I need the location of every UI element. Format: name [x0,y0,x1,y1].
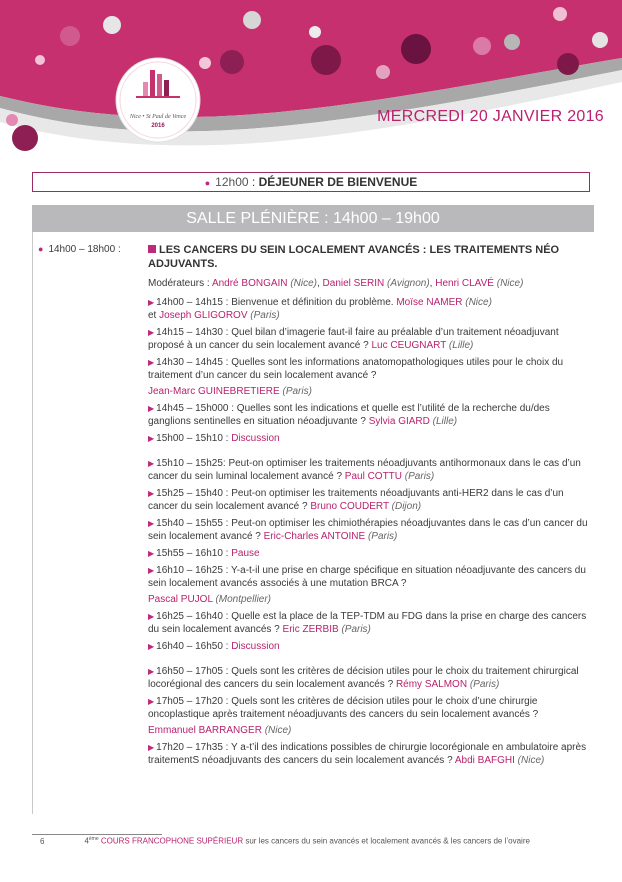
arrow-icon: ▶ [148,298,155,307]
program-item [148,564,590,606]
session-row [38,243,590,767]
speaker-name: Bruno COUDERT [310,501,389,512]
item-time: 16h40 – 16h50 : [156,641,229,652]
item-time: 15h55 – 16h10 : [156,548,229,559]
item-text: 14h30 – 14h45 : Quelles sont les informations anatomopathologiques utiles pour le choix du traitement d’un cancer du sein localement avancé ? [148,357,564,381]
speaker-name: Jean-Marc GUINEBRETIERE [148,386,280,397]
moderator-name: André BONGAIN [211,278,288,289]
speaker-name: Joseph GLIGOROV [159,310,248,321]
footer-highlight: COURS FRANCOPHONE SUPÉRIEUR [100,836,244,846]
item-text: 17h20 – 17h35 : Y a-t’il des indications possibles de chirurgie locorégionale en ambulatoire après traitementS néoadjuvants des cancers du sein localement avancés ? [148,742,587,766]
arrow-icon: ▶ [148,642,155,651]
program-item [148,547,590,560]
session-title [148,243,590,271]
speaker-city: (Paris) [469,679,500,690]
arrow-icon: ▶ [148,459,155,468]
program-item [148,517,590,543]
program-content [38,243,590,767]
speaker-line [148,385,590,398]
salle-banner: SALLE PLÉNIÈRE : 14h00 – 19h00 [32,205,594,232]
item-discussion: Discussion [231,433,280,444]
speaker-city: (Paris) [250,310,280,321]
program-item [148,640,590,653]
session-time: 14h00 – 18h00 : [48,244,121,255]
speaker-name: Pascal PUJOL [148,594,213,605]
footer [40,836,600,846]
footer-rule [32,834,162,835]
arrow-icon: ▶ [148,519,155,528]
speaker-name: Eric ZERBIB [282,624,339,635]
arrow-icon: ▶ [148,358,155,367]
speaker-city: (Nice) [465,297,492,308]
item-text: 14h00 – 14h15 : Bienvenue et définition du problème. [156,297,394,308]
program-item [148,487,590,513]
speaker-city: (Nice) [264,725,292,736]
arrow-icon: ▶ [148,667,155,676]
page-number: 6 [40,836,45,846]
program-items [148,296,590,767]
arrow-icon: ▶ [148,549,155,558]
item-text: 16h50 – 17h05 : Quels sont les critères de décision utiles pour le choix du traitement chirurgical locorégional des cancers du sein localement avancés ? [148,666,579,690]
item-text: 16h10 – 16h25 : Y-a-t-il une prise en charge spécifique en situation néoadjuvante des cancers du sein localement avancés associés à une mutation BRCA ? [148,565,586,589]
logo-text: Nice • St Paul de Vence [129,114,187,120]
item-time: 15h00 – 15h10 : [156,433,229,444]
speaker-line [148,724,590,737]
arrow-icon: ▶ [148,743,155,752]
program-item [148,402,590,428]
moderator-name: Daniel SERIN [322,278,385,289]
footer-sup: ème [88,836,99,842]
speaker-city: (Paris) [341,624,371,635]
item-text: 15h40 – 15h55 : Peut-on optimiser les chimiothérapies néoadjuvantes dans le cas d’un cancer du sein localement avancé ? [148,518,588,542]
speaker-city: (Paris) [367,531,398,542]
speaker-name: Sylvia GIARD [368,416,430,427]
program-item [148,326,590,352]
arrow-icon: ▶ [148,566,155,575]
program-item [148,457,590,483]
arrow-icon: ▶ [148,612,155,621]
program-item [148,610,590,636]
arrow-icon: ▶ [148,434,155,443]
moderators: Modérateurs : André BONGAIN (Nice), Daniel SERIN (Avignon), Henri CLAVÉ (Nice) [148,278,524,289]
item-text: 16h25 – 16h40 : Quelle est la place de la TEP-TDM au FDG dans la prise en charge des cancers du sein localement avancés ? [148,611,587,635]
moderators-label: Modérateurs : [148,278,210,289]
left-divider [32,232,33,814]
speaker-line [148,593,590,606]
speaker-name: Paul COTTU [344,471,403,482]
date-heading: MERCREDI 20 JANVIER 2016 [377,108,604,125]
item-extra: et [148,310,157,321]
moderator-city: (Nice) [290,278,317,289]
session-time-col [38,243,148,767]
item-text: 15h25 – 15h40 : Peut-on optimiser les traitements néoadjuvants anti-HER2 dans le cas d’un cancer du sein localement avancé ? [148,488,564,512]
lunch-banner: ● 12h00 : DÉJEUNER DE BIENVENUE [32,172,590,192]
program-item [148,432,590,445]
header-decoration [0,0,622,175]
arrow-icon: ▶ [148,697,155,706]
speaker-city: (Lille) [448,340,474,351]
bullet-icon: ● [204,178,211,188]
speaker-name: Moïse NAMER [396,297,463,308]
lunch-label: DÉJEUNER DE BIENVENUE [258,175,418,189]
square-icon [148,245,156,253]
arrow-icon: ▶ [148,489,155,498]
item-text: 17h05 – 17h20 : Quels sont les critères de décision utiles pour le choix d’une chirurgie oncoplastique après traitement néoadjuvants des cancers du sein localement avancés ? [148,696,539,720]
item-text: 14h15 – 14h30 : Quel bilan d’imagerie faut-il faire au préalable d’un traitement néoadjuvant proposé à un cancer du sein localement avancé ? [148,327,559,351]
moderator-city: (Nice) [496,278,524,289]
speaker-city: (Montpellier) [215,594,272,605]
session-main [148,243,590,767]
speaker-city: (Lille) [432,416,458,427]
speaker-name: Abdi BAFGHI [454,755,515,766]
session-title-text: LES CANCERS DU SEIN LOCALEMENT AVANCÉS : LES TRAITEMENTS NÉO ADJUVANTS. [148,244,560,270]
speaker-city: (Dijon) [391,501,422,512]
program-item [148,695,590,737]
logo-year: 2016 [151,123,165,129]
speaker-city: (Paris) [282,386,312,397]
speaker-name: Eric-Charles ANTOINE [263,531,366,542]
item-discussion: Pause [231,548,260,559]
moderator-name: Henri CLAVÉ [435,278,494,289]
item-discussion: Discussion [231,641,280,652]
program-item [148,356,590,398]
program-item [148,741,590,767]
footer-num: 4 [84,836,89,846]
item-text: 14h45 – 15h000 : Quelles sont les indications et quelle est l’utilité de la recherche du/des ganglions sentinelles en situation néoadjuvante ? [148,403,550,427]
arrow-icon: ▶ [148,328,155,337]
item-text: 15h10 – 15h25: Peut-on optimiser les traitements néoadjuvants antihormonaux dans le cas d’un cancer du sein luminal localement avancé ? [148,458,581,482]
speaker-city: (Paris) [404,471,435,482]
speaker-name: Emmanuel BARRANGER [148,725,262,736]
program-item [148,665,590,691]
arrow-icon: ▶ [148,404,155,413]
lunch-time: 12h00 [215,175,249,189]
speaker-name: Luc CEUGNART [371,340,447,351]
moderator-city: (Avignon) [387,278,430,289]
speaker-city: (Nice) [517,755,545,766]
bullet-icon: ● [38,244,44,254]
program-item [148,296,590,322]
footer-text: sur les cancers du sein avancés et localement avancés & les cancers de l’ovaire [245,836,530,846]
speaker-name: Rémy SALMON [395,679,468,690]
